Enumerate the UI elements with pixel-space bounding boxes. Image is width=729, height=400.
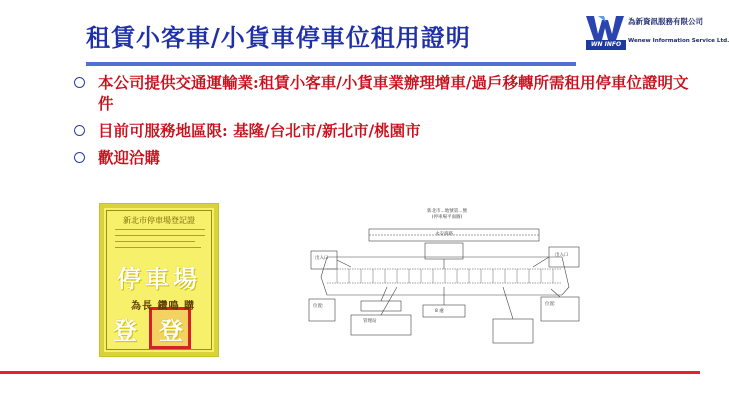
plan-entrance-label: 出入口 xyxy=(555,253,569,258)
logo-chinese-name: 為新資訊服務有限公司 xyxy=(628,17,703,26)
certificate-text-line xyxy=(115,247,201,248)
parking-certificate-image xyxy=(99,203,219,357)
certificate-big-text: 停車場 xyxy=(117,264,201,293)
certificate-name: 為長 鑽鳴 購 xyxy=(131,301,195,312)
floor-plan-drawing xyxy=(307,207,582,353)
plan-station-label: 管理站 xyxy=(363,319,377,324)
bullet-item xyxy=(74,120,694,141)
certificate-text-line xyxy=(115,241,195,242)
certificate-title: 新北市停車場登記證 xyxy=(123,216,195,225)
logo-badge: WN INFO xyxy=(586,40,626,50)
slide-title: 租賃小客車/小貨車停車位租用證明 xyxy=(86,23,471,52)
plan-caption-line: (停車場平面圖) xyxy=(431,215,463,220)
footer-red-rule xyxy=(0,371,700,374)
bullet-ring-icon xyxy=(74,77,85,88)
plan-position-label: 位置: xyxy=(313,304,324,309)
bullet-ring-icon xyxy=(74,125,85,136)
company-logo xyxy=(584,12,729,52)
plan-caption-line: 新北市...地號第...號 xyxy=(426,209,468,214)
plan-road-label: 永安商路 xyxy=(435,232,453,237)
certificate-text-line xyxy=(115,229,205,230)
bullet-text: 目前可服務地區限: 基隆/台北市/新北市/桃園市 xyxy=(98,121,421,140)
plan-position-label: 位置: xyxy=(545,302,556,307)
bullet-text: 本公司提供交通運輸業:租賃小客車/小貨車業辦理增車/過戶移轉所需租用停車位證明文件 xyxy=(98,73,689,113)
bullet-list xyxy=(74,72,694,174)
certificate-border xyxy=(106,210,212,350)
certificate-big-text: 登登 xyxy=(113,316,205,345)
bullet-item xyxy=(74,147,694,168)
certificate-text-line xyxy=(115,235,205,236)
bullet-ring-icon xyxy=(74,152,85,163)
plan-count-label: 8 處 xyxy=(435,309,444,314)
parking-floor-plan xyxy=(307,207,582,353)
title-band xyxy=(0,8,729,58)
title-underline xyxy=(86,62,576,66)
plan-entrance-label: 出入口 xyxy=(315,256,329,261)
bullet-text: 歡迎洽購 xyxy=(98,148,161,167)
bullet-item xyxy=(74,72,694,114)
logo-english-name: Wenew Information Service Ltd. xyxy=(628,38,729,44)
